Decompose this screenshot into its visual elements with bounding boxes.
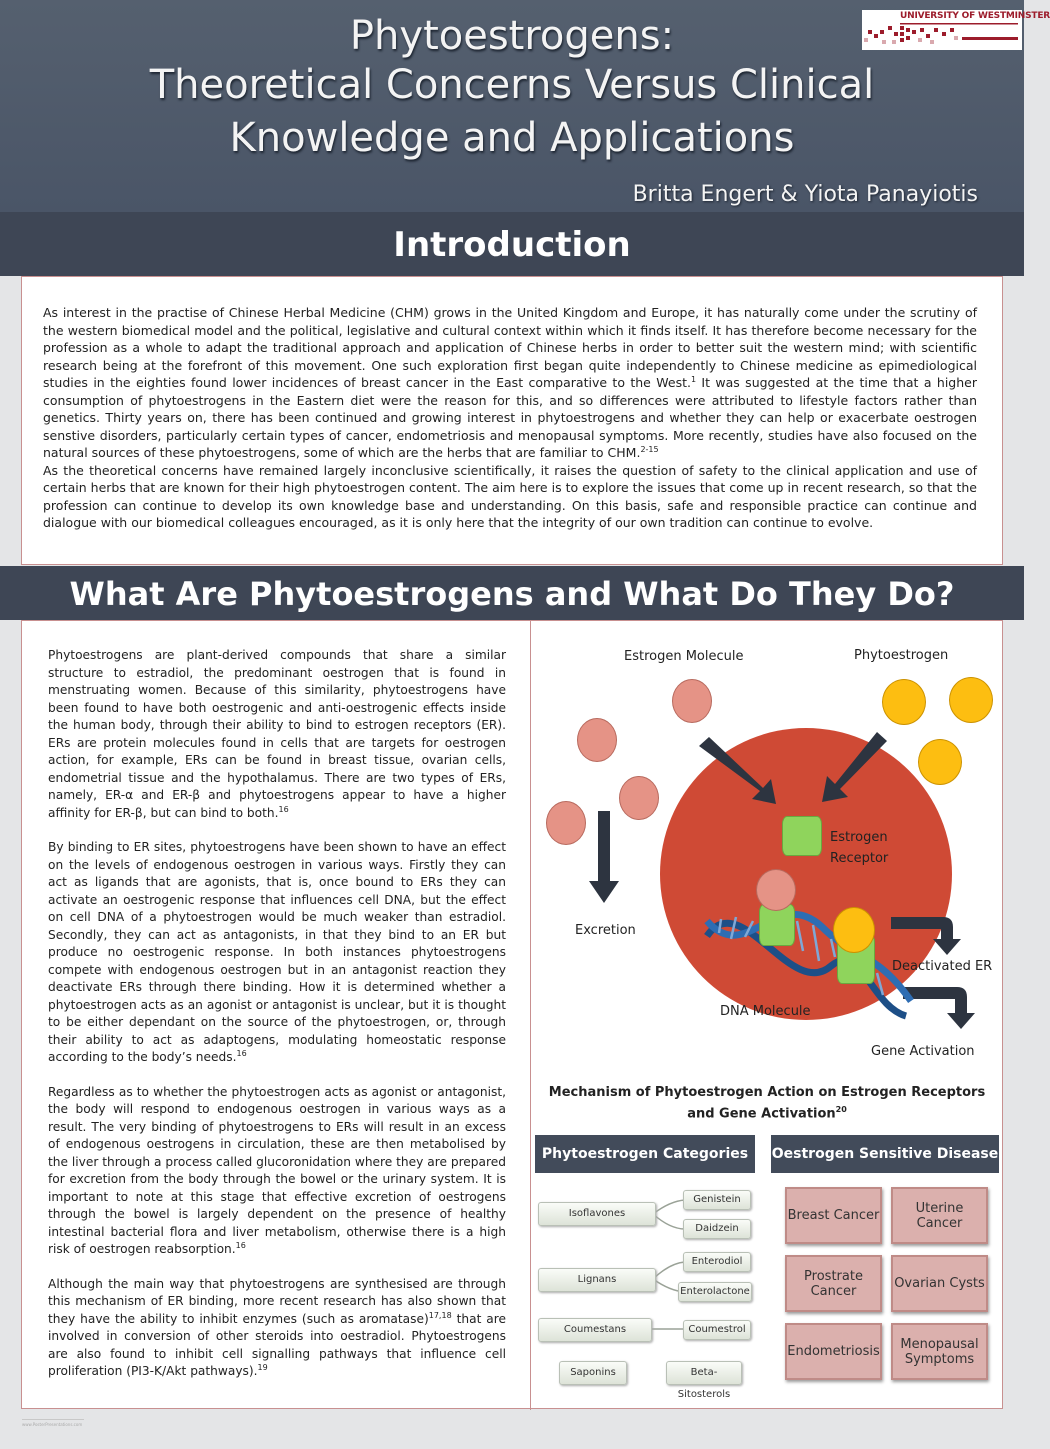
excretion-arrow (589, 811, 619, 903)
section2-paragraph-4: Although the main way that phytoestrogens are synthesised are through this mechanism of ER binding, more recent research has also shown that they have the ability to inhibit enzymes (such as aromatase)$^{17,18}$ that are involved in conversion of other steroids into oestradiol. Phytoestrogens are also found to inhibit cell signalling pathways that influence cell proliferation (PI3-K/Akt pathways).$^{19}$ (48, 1276, 506, 1378)
section2-paragraph-1: Phytoestrogens are plant-derived compounds that share a similar structure to estradiol, the predominant oestrogen that is found in menstruating women. Because of this similarity, phytoestrogens have been found to have both oestrogenic and anti-oestrogenic effects inside the human body, through their ability to bind to estrogen receptors (ER). ERs are protein molecules found in cells that are targets for oestrogen action, for example, ERs can be found in breast tissue, ovarian cells, endometrial tissue and the hypothalamus. There are two types of ERs, namely, ER-α and ER-β and phytoestrogens appear to have a higher affinity for ER-β, but can bind to both.$^{16}$ (48, 648, 506, 820)
estrogen-receptor (782, 816, 822, 856)
bound-estrogen (756, 869, 796, 911)
estrogen-arrow (699, 737, 776, 804)
section2-heading: What Are Phytoestrogens and What Do They Do? (0, 566, 1024, 620)
intro-heading: Introduction (0, 212, 1024, 276)
disease-prostrate-cancer: Prostrate Cancer (785, 1255, 882, 1312)
mechanism-diagram (531, 621, 1003, 1131)
category-lignans: Lignans (538, 1268, 656, 1292)
title-line-1: Phytoestrogens: (349, 13, 675, 59)
receptor-label-2: Receptor (830, 851, 889, 866)
category-saponins: Saponins (559, 1361, 627, 1385)
section2-text-column (48, 647, 506, 1398)
bound-phytoestrogen (833, 907, 875, 953)
category-enterodiol: Enterodiol (683, 1252, 751, 1272)
title-line-3: Knowledge and Applications (229, 115, 795, 161)
dna-helix-icon (707, 914, 911, 1016)
estrogen-molecule-label: Estrogen Molecule (624, 649, 744, 664)
receptor-label-1: Estrogen (830, 830, 888, 845)
intro-panel (21, 276, 1003, 565)
section2-panel (21, 620, 1003, 1409)
header-banner (0, 0, 1050, 212)
footer-credit: www.PosterPresentations.com (22, 1419, 84, 1427)
intro-body (43, 304, 977, 532)
logo-grid-icon (862, 10, 1022, 50)
diseases-heading: Oestrogen Sensitive Disease (771, 1135, 999, 1173)
category-coumestans: Coumestans (538, 1318, 652, 1342)
category-coumestrol: Coumestrol (683, 1320, 751, 1340)
diagram-caption: Mechanism of Phytoestrogen Action on Estrogen Receptors and Gene Activation$^{20}$ (548, 1085, 986, 1122)
phytoestrogen-label: Phytoestrogen (854, 648, 949, 663)
category-daidzein: Daidzein (683, 1219, 751, 1239)
category-isoflavones: Isoflavones (538, 1202, 656, 1226)
excretion-label: Excretion (575, 923, 636, 938)
university-logo (862, 10, 1050, 50)
category-enterolactone: Enterolactone (678, 1282, 752, 1302)
disease-menopausal-symptoms: Menopausal Symptoms (891, 1323, 988, 1380)
gene-activation-label: Gene Activation (871, 1044, 975, 1059)
category-genistein: Genistein (683, 1190, 751, 1210)
logo-text: UNIVERSITY OF WESTMINSTER (900, 11, 1050, 21)
title-line-2: Theoretical Concerns Versus Clinical (149, 62, 875, 108)
disease-ovarian-cysts: Ovarian Cysts (891, 1255, 988, 1312)
dna-molecule-label: DNA Molecule (720, 1004, 811, 1019)
gene-arrow (903, 987, 975, 1029)
category-beta-sitosterols: Beta-Sitosterols (666, 1361, 742, 1385)
section2-paragraph-3: Regardless as to whether the phytoestrogen acts as agonist or antagonist, the body will respond to endogenous oestrogen in various ways as a result. The very binding of phytoestrogens to ERs will result in an excess of endogenous oestrogens in circulation, these are then metabolised by the liver through a process called glucoronidation where they are prepared for excretion from the body through the bowel or the urinary system. It is important to note at this stage that effective excretion of oestrogens through the bowel is largely dependent on the presence of healthy intestinal bacterial flora and liver metabolism, otherwise there is a high risk of oestrogen reabsorption.$^{16}$ (48, 1084, 506, 1256)
categories-heading: Phytoestrogen Categories (535, 1135, 755, 1173)
disease-uterine-cancer: Uterine Cancer (891, 1187, 988, 1244)
disease-breast-cancer: Breast Cancer (785, 1187, 882, 1244)
disease-endometriosis: Endometriosis (785, 1323, 882, 1380)
intro-paragraph-1: As interest in the practise of Chinese Herbal Medicine (CHM) grows in the United Kingdom and Europe, it has naturally come under the scrutiny of the western biomedical model and the political, legislative and cultural context within which it finds itself. It has therefore become necessary for the profession as a whole to adapt the traditional approach and application of Chinese herbs in order to better suit the western mind; with scientific research being at the forefront of this movement. One such exploration first began quite independently to Chinese medicine as epimediological studies in the eighties found lower incidences of breast cancer in the East comparative to the West.$^1$ It was suggested at the time that a higher consumption of phytoestrogens in the Eastern diet were the reason for this, and so differences were attributed to lifestyle factors rather than genetics. Thirty years on, there has been continued and growing interest in phytoestrogens and whether they can help or exacerbate oestrogen senstive disorders, particularly certain types of cancer, endometriosis and menopausal symptoms. More recently, studies have also focused on the natural sources of these phytoestrogens, some of which are the herbs that are familiar to CHM.$^{2-15}$ (43, 305, 977, 460)
intro-paragraph-2: As the theoretical concerns have remained largely inconclusive scientifically, it raises the question of safety to the clinical application and use of certain herbs that are known for their high phytoestrogen content. The aim here is to explore the issues that come up in recent research, so that the profession can continue to develop its own knowledge base and understanding. On this basis, safe and responsible practice can continue and dialogue with our biomedical colleagues encouraged, as it is only here that the integrity of our own tradition can continue to evolve. (43, 462, 977, 530)
phyto-arrow (822, 732, 887, 802)
deactivated-arrow (891, 917, 961, 955)
authors: Britta Engert & Yiota Panayiotis (632, 182, 978, 207)
deactivated-er-label: Deactivated ER (892, 959, 993, 974)
section2-paragraph-2: By binding to ER sites, phytoestrogens have been shown to have an effect on the levels of endogenous oestrogen in various ways. Firstly they can act as ligands that are agonists, that is, once bound to ERs they can activate an oestrogenic response that influences cell DNA, but the effect on cell DNA of a phytoestrogen would be much weaker than estradiol. Secondly, they can act as antagonists, in that they bind to an ER but produce no oestrogenic response. In both instances phytoestrogens compete with endogenous oestrogen but in an antagonist reaction they deactivate ERs through there binding. How it is determined whether a phytoestrogen acts as an agonist or antagonist is unclear, but it is thought to be either dependant on the source of the phytoestrogen, or, through their ability to act as adaptogens, modulating homeostatic response according to the body’s needs.$^{16}$ (48, 840, 506, 1064)
